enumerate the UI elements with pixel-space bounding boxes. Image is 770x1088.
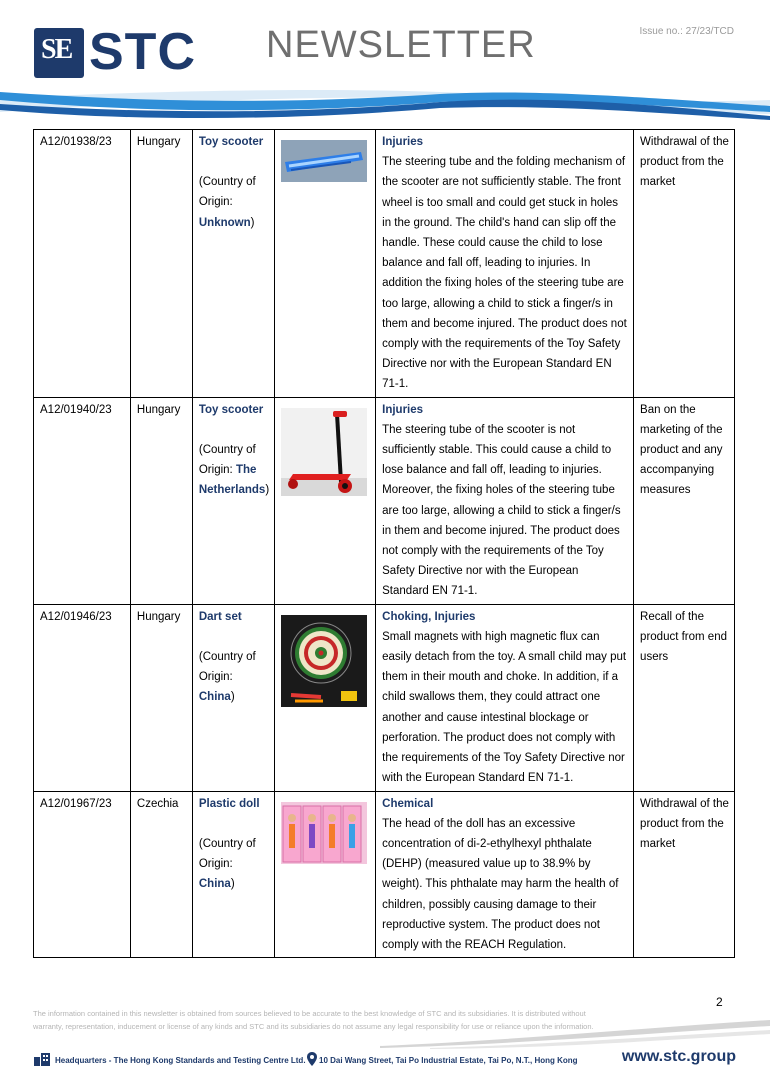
reference-cell: A12/01938/23 — [34, 130, 131, 398]
measure-cell: Withdrawal of the product from the market — [634, 130, 735, 398]
origin-value: The Netherlands — [198, 464, 266, 497]
image-cell — [275, 130, 376, 398]
hazard-description: The steering tube and the folding mechanism of the scooter are not sufficiently stable. The front wheel is too small and could get stuck in holes in the ground. The child's hand can slip off the handle. These could cause the child to lose balance and fall off, leading to injuries. In addition the fixing holes of the steering tube are too large, allowing a child to stick a finger/s in them and become injured. The product does not comply with the requirements of the Toy Safety Directive nor with the European Standard EN 71-1. — [382, 156, 627, 391]
origin-label: Origin: — [198, 857, 233, 870]
hazard-description: Small magnets with high magnetic flux can easily detach from the toy. A small child may put them in their mouth and choke. In addition, if a child swallows them, they could attract one another and cause intestinal blockage or perforation. The product does not comply with the requirements of the Toy Safety Directive nor with the European Standard EN 71-1. — [382, 630, 627, 785]
recall-table — [33, 129, 735, 958]
header-swoosh-graphic — [0, 70, 770, 130]
hazard-type: Injuries — [382, 403, 424, 416]
product-name: Toy scooter — [198, 136, 264, 148]
table-row — [34, 130, 735, 398]
website-link[interactable]: www.stc.group — [621, 1048, 736, 1065]
product-cell: Dart set (Country of Origin: China) — [192, 604, 274, 791]
product-cell: Plastic doll (Country of Origin: China) — [192, 791, 274, 958]
description-cell — [376, 397, 634, 604]
origin-value: China — [198, 691, 231, 704]
footer-swoosh-graphic — [0, 1018, 770, 1052]
reference-cell: A12/01946/23 — [34, 604, 131, 791]
dart-set-photo — [281, 615, 367, 707]
table-row — [34, 791, 735, 958]
country-cell: Hungary — [130, 397, 192, 604]
origin-prefix: (Country of — [198, 650, 256, 663]
newsletter-title: NEWSLETTER — [266, 24, 536, 66]
location-pin-icon — [307, 1052, 317, 1066]
disclaimer-text: The information contained in this newsletter is obtained from sources believed to be accurate to the best knowledge of STC and its subsidiaries. It is distributed without warranty, representation, inducement or license of any kinds and STC and its subsidiaries do not assume any legal responsibility for use or reliance upon the information. — [33, 1009, 594, 1031]
table-row — [34, 604, 735, 791]
description-cell — [376, 604, 634, 791]
product-name: Toy scooter — [198, 403, 264, 416]
origin-prefix: (Country of — [198, 176, 256, 189]
page-header — [0, 0, 770, 125]
stc-logo-mark: SE — [34, 28, 84, 78]
origin-label: Origin: — [198, 464, 236, 477]
origin-prefix: (Country of — [198, 443, 256, 456]
reference-cell: A12/01940/23 — [34, 397, 131, 604]
table-row — [34, 397, 735, 604]
issue-number: Issue no.: 27/23/TCD — [639, 26, 734, 37]
description-cell — [376, 791, 634, 958]
description-cell — [376, 130, 634, 398]
product-cell: Toy scooter (Country of Origin: Unknown) — [192, 130, 274, 398]
hazard-type: Injuries — [382, 136, 424, 148]
plastic-doll-photo — [281, 802, 367, 864]
image-cell — [275, 604, 376, 791]
hazard-type: Choking, Injuries — [382, 610, 476, 623]
image-cell — [275, 397, 376, 604]
origin-value: Unknown — [198, 216, 251, 229]
reference-cell: A12/01967/23 — [34, 791, 131, 958]
page-number: 2 — [716, 995, 723, 1009]
page-footer — [33, 1048, 738, 1072]
hazard-description: The head of the doll has an excessive concentration of di-2-ethylhexyl phthalate (DEHP) (measured value up to 38.9% by weight). This phthalate may harm the health of children, possibly causing damage to their reproductive system. The product does not comply with the REACH Regulation. — [382, 817, 619, 951]
toy-scooter-red-photo — [281, 408, 367, 496]
origin-label: Origin: — [198, 196, 233, 209]
stc-logo-text: STC — [89, 23, 196, 81]
hazard-description: The steering tube of the scooter is not sufficiently stable. This could cause a child to lose balance and fall off, leading to injuries. Moreover, the fixing holes of the steering tube are too large, allowing a child to stick a finger/s in them and become injured. The product does not comply with the requirements of the Toy Safety Directive nor with the European Standard EN 71-1. — [382, 423, 621, 598]
country-cell: Hungary — [130, 130, 192, 398]
address-text: 10 Dai Wang Street, Tai Po Industrial Estate, Tai Po, N.T., Hong Kong — [319, 1056, 578, 1065]
measure-cell: Withdrawal of the product from the market — [634, 791, 735, 958]
toy-scooter-blue-photo — [281, 140, 367, 182]
country-cell: Hungary — [130, 604, 192, 791]
origin-label: Origin: — [198, 671, 233, 684]
country-cell: Czechia — [130, 791, 192, 958]
origin-value: China — [198, 878, 231, 891]
product-name: Dart set — [198, 610, 242, 623]
product-name: Plastic doll — [198, 797, 260, 810]
measure-cell: Ban on the marketing of the product and any accompanying measures — [634, 397, 735, 604]
measure-cell: Recall of the product from end users — [634, 604, 735, 791]
headquarters-text: Headquarters - The Hong Kong Standards and Testing Centre Ltd. — [55, 1056, 306, 1065]
hazard-type: Chemical — [382, 797, 434, 810]
image-cell — [275, 791, 376, 958]
building-icon — [33, 1052, 51, 1066]
product-cell: Toy scooter (Country of Origin: The Netherlands) — [192, 397, 274, 604]
origin-prefix: (Country of — [198, 837, 256, 850]
